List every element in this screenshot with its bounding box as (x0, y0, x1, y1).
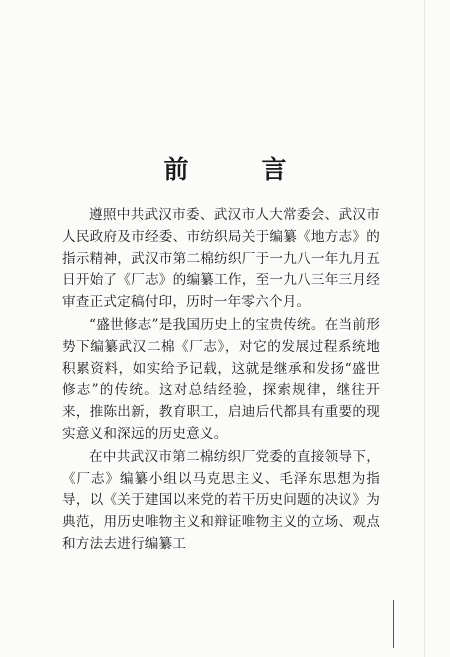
paragraph-2: “盛世修志”是我国历史上的宝贵传统。在当前形势下编纂武汉二棉《厂志》，对它的发展过程系统地积累资料，如实给予记载，这就是继承和发扬“盛世修志”的传统。这对总结经验，探索规律，继往开来，推陈出新，教育职工，启迪后代都具有重要的现实意义和深远的历史意义。 (62, 316, 380, 442)
page-shadow-line (424, 0, 425, 657)
body-text (62, 205, 380, 557)
margin-mark (393, 600, 394, 648)
paragraph-3: 在中共武汉市第二棉纺织厂党委的直接领导下，《厂志》编纂小组以马克思主义、毛泽东思想为指导，以《关于建国以来党的若干历史问题的决议》为典范，用历史唯物主义和辩证唯物主义的立场、观点和方法去进行编纂工 (62, 448, 380, 552)
page-title: 前 言 (163, 155, 311, 184)
paragraph-1: 遵照中共武汉市委、武汉市人大常委会、武汉市人民政府及市经委、市纺织局关于编纂《地方志》的指示精神，武汉市第二棉纺织厂于一九八一年九月五日开始了《厂志》的编纂工作，至一九八三年三月经审查正式定稿付印，历时一年零六个月。 (62, 207, 380, 311)
